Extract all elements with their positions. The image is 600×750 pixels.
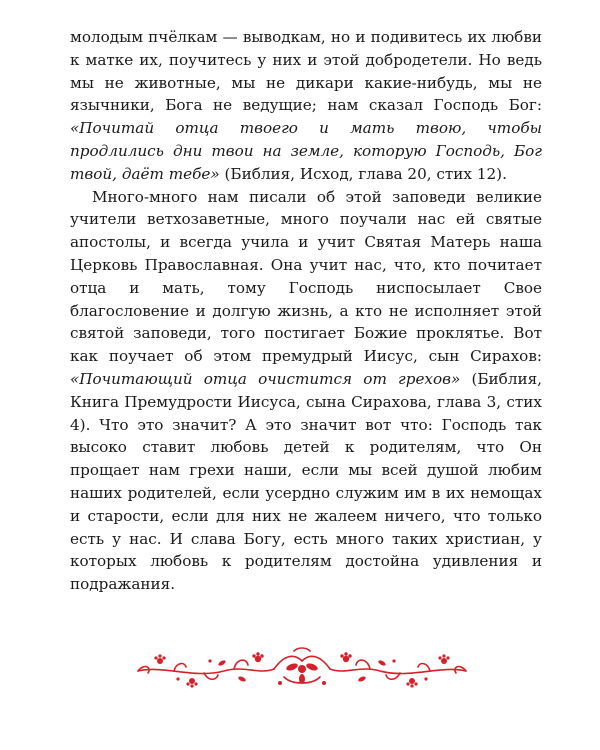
floral-ornament-icon [134,645,470,695]
bible-quote-exodus: «Почитай отца твоего и мать твою, чтобы продлились дни твои на земле, которую Господь, Бог твой, даёт тебе» [70,119,542,183]
bible-quote-sirach: «Почитающий отца очистится от грехов» [70,369,461,388]
paragraph-2-text: Много-много нам писали об этой заповеди великие учители ветхозаветные, много поучали нас ей святые апостолы, и всегда учила и учит Святая Матерь наша Церковь Православная. Она учит нас, что, кто почитает отца и мать, тому Господь ниспосылает Свое благословение и долгую жизнь, а кто не исполняет этой святой заповеди, того постигает Божие проклятье. Вот как поучает об этом премудрый Иисус, сын Сирахов: [70,187,542,366]
paragraph-2 [70,186,542,596]
paragraph-1-citation: (Библия, Исход, глава 20, стих 12). [219,164,507,183]
paragraph-2-continuation: (Библия, Книга Премудрости Иисуса, сына Сирахова, глава 3, стих 4). Что это значит? А это значит вот что: Господь так высоко ставит любовь детей к родителям, что Он прощает нам грехи наши, если мы всей душой любим наших родителей, если усердно служим им в их немощах и старости, если для них не жалеем ничего, что только есть у нас. И слава Богу, есть много таких христиан, у которых любовь к родителям достойна удивления и подражания. [70,369,543,594]
paragraph-1 [70,26,542,186]
text-body [70,26,542,596]
paragraph-1-text: молодым пчёлкам — выводкам, но и подивитесь их любви к матке их, поучитесь у них и этой добродетели. Но ведь мы не животные, мы не дикари какие-нибудь, мы не язычники, Бога не ведущие; нам сказал Господь Бог: [70,28,542,115]
